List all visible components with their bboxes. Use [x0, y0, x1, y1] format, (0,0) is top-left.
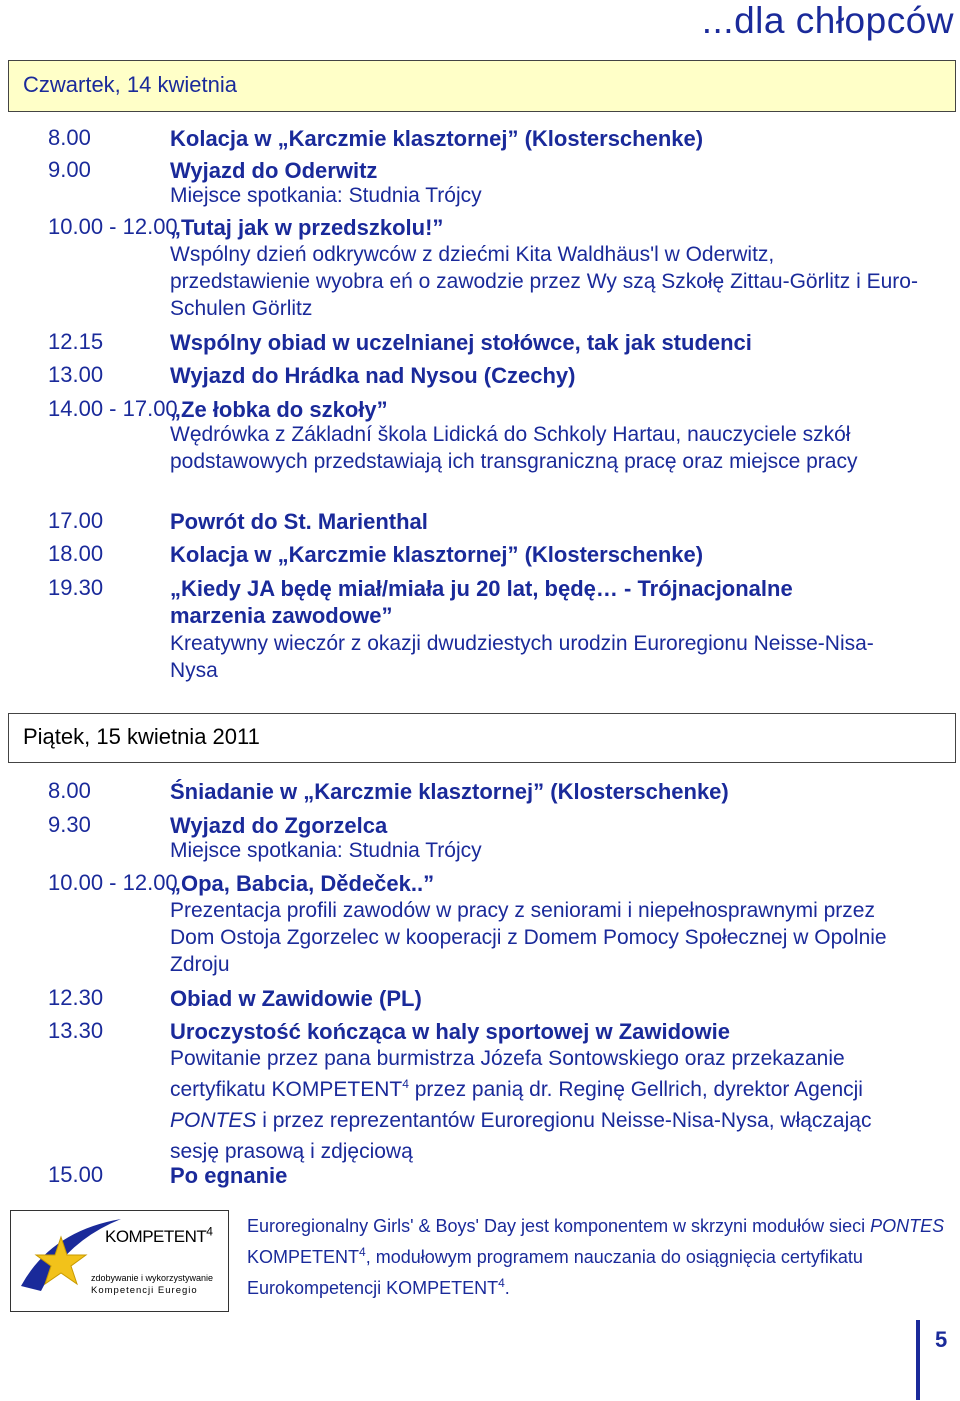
- page-header: ...dla chłopców: [701, 0, 954, 41]
- item-time: 14.00 - 17.00: [48, 396, 178, 421]
- item-time: 10.00 - 12.00: [48, 870, 178, 895]
- kompetent-logo: [10, 1210, 229, 1312]
- item-title: Wyjazd do Zgorzelca: [170, 813, 388, 838]
- item-title: „Ze łobka do szkoły”: [170, 397, 388, 422]
- item-time: 9.30: [48, 812, 91, 837]
- item-desc: Kreatywny wieczór z okazji dwudziestych urodzin Euroregionu Neisse-Nisa- Nysa: [170, 632, 874, 682]
- item-time: 10.00 - 12.00: [48, 214, 178, 239]
- footer-note: Euroregionalny Girls' & Boys' Day jest komponentem w skrzyni modułów sieci PONTES KOMPETENT$^4$, modułowym programem nauczania do osiągnięcia certyfikatu Eurokompetencji KOMPETENT$^4$.: [247, 1216, 945, 1298]
- item-desc: Powitanie przez pana burmistrza Józefa Sontowskiego oraz przekazanie certyfikatu KOMPETENT$^4$ przez panią dr. Reginę Gellrich, dyrektor Agencji PONTES i przez reprezentantów Euroregionu Neisse-Nisa-Nysa, włączając sesję prasową i zdjęciową: [170, 1047, 872, 1163]
- item-title: Wspólny obiad w uczelnianej stołówce, tak jak studenci: [170, 330, 752, 355]
- item-time: 8.00: [48, 125, 91, 150]
- item-time: 19.30: [48, 575, 104, 600]
- item-desc: Prezentacja profili zawodów w pracy z seniorami i niepełnosprawnymi przez Dom Ostoja Zgorzelec w kooperacji z Domem Pomocy Społecznej w Opolnie Zdroju: [170, 899, 887, 976]
- item-time: 13.00: [48, 362, 104, 387]
- day-title: Czwartek, 14 kwietnia: [23, 72, 237, 97]
- item-time: 12.30: [48, 985, 104, 1010]
- page-number: 5: [935, 1327, 948, 1352]
- item-time: 8.00: [48, 778, 91, 803]
- logo-subtitle: Kompetencji Euregio: [91, 1285, 198, 1296]
- item-title: „Tutaj jak w przedszkolu!”: [170, 215, 444, 240]
- item-title: Śniadanie w „Karczmie klasztornej” (Klosterschenke): [170, 779, 729, 804]
- item-title: Wyjazd do Oderwitz: [170, 158, 378, 183]
- day-header-box: [8, 60, 956, 112]
- item-title: Uroczystość kończąca w haly sportowej w Zawidowie: [170, 1019, 730, 1044]
- item-time: 15.00: [48, 1162, 104, 1187]
- page-number-bar: [916, 1320, 920, 1400]
- item-time: 13.30: [48, 1018, 104, 1043]
- item-time: 9.00: [48, 157, 91, 182]
- item-title: Obiad w Zawidowie (PL): [170, 986, 422, 1011]
- item-desc: Miejsce spotkania: Studnia Trójcy: [170, 184, 482, 207]
- day-title: Piątek, 15 kwietnia 2011: [23, 724, 260, 749]
- item-title: Wyjazd do Hrádka nad Nysou (Czechy): [170, 363, 576, 388]
- item-desc: Wspólny dzień odkrywców z dziećmi Kita Waldhäus'l w Oderwitz, przedstawienie wyobra eń o zawodzie przez Wy szą Szkołę Zittau-Görlitz i Euro-Schulen Görlitz: [170, 243, 918, 320]
- item-title: Powrót do St. Marienthal: [170, 509, 428, 534]
- item-title: „Opa, Babcia, Dědeček..”: [170, 871, 435, 896]
- item-desc: Wędrówka z Základní škola Lidická do Schkoly Hartau, nauczyciele szkół podstawowych przedstawiają ich transgraniczną pracę oraz miejsce pracy: [170, 423, 858, 473]
- item-time: 17.00: [48, 508, 104, 533]
- item-title: Kolacja w „Karczmie klasztornej” (Klosterschenke): [170, 542, 704, 567]
- day-header-box: [8, 713, 956, 763]
- item-title: Po egnanie: [170, 1163, 288, 1188]
- item-title: „Kiedy JA będę miał/miała ju 20 lat, będę… - Trójnacjonalne marzenia zawodowe”: [170, 576, 793, 628]
- item-time: 12.15: [48, 329, 104, 354]
- item-time: 18.00: [48, 541, 104, 566]
- logo-name: KOMPETENT$^4$: [105, 1224, 213, 1246]
- logo-subtitle: zdobywanie i wykorzystywanie: [91, 1273, 214, 1283]
- item-desc: Miejsce spotkania: Studnia Trójcy: [170, 839, 482, 862]
- item-title: Kolacja w „Karczmie klasztornej” (Klosterschenke): [170, 126, 704, 151]
- kompetent-star-icon: [11, 1211, 228, 1311]
